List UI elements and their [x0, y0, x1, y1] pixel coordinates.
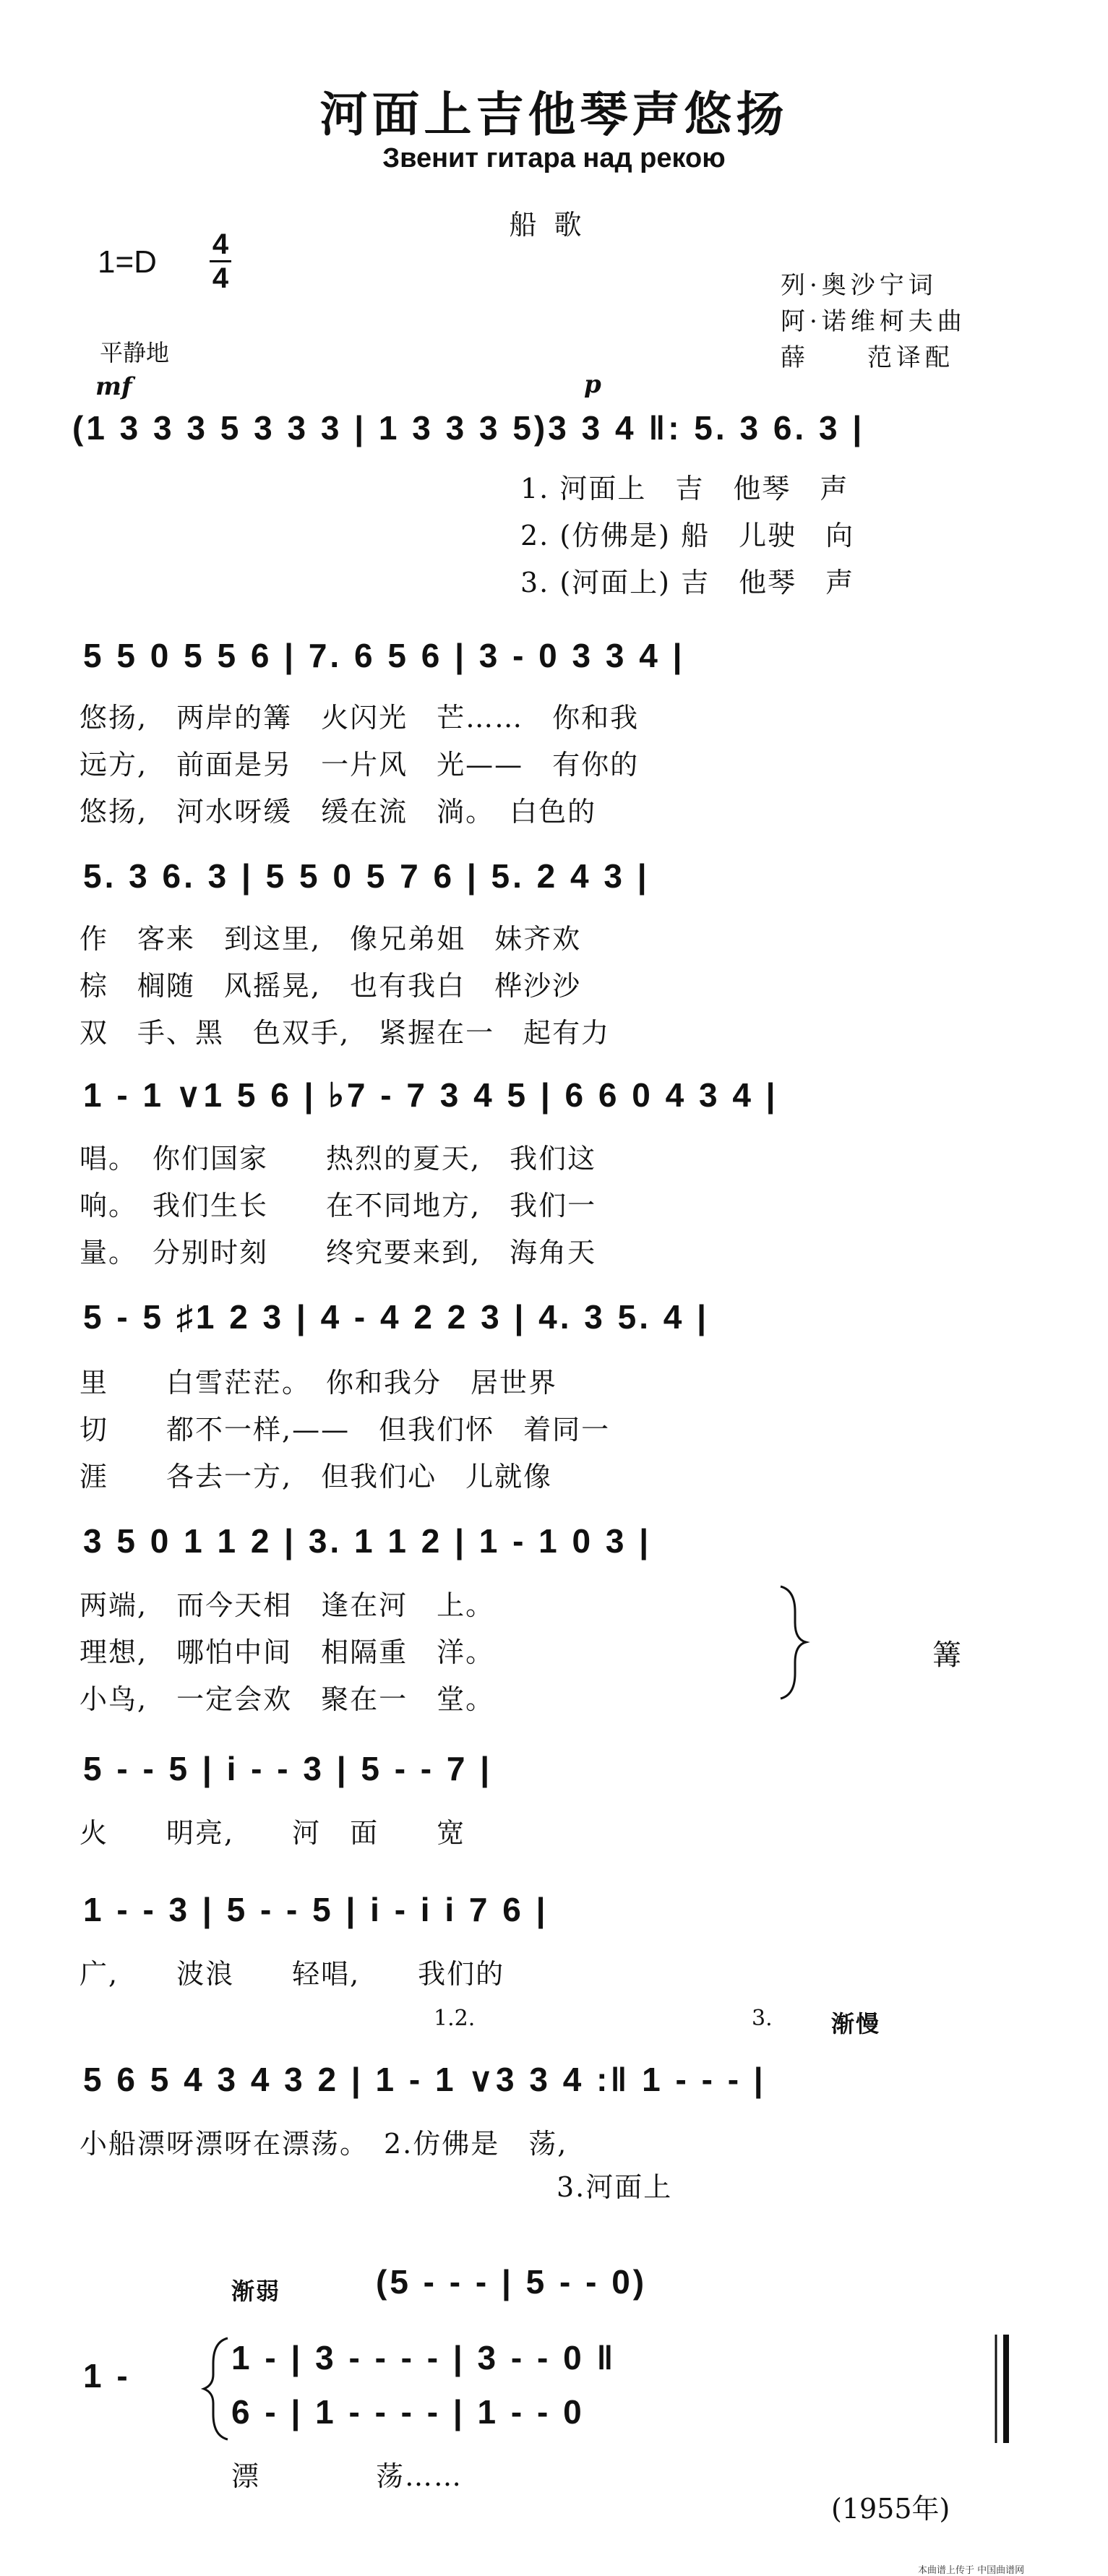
footer-watermark: 本曲谱上传于 中国曲谱网 — [918, 2565, 1025, 2576]
lyric-line-1-1: 1. 河面上 吉 他琴 声 — [520, 473, 849, 505]
song-subtitle: Звенит гитара над рекою — [382, 143, 726, 173]
song-title: 河面上吉他琴声悠扬 — [319, 86, 789, 142]
diminuendo-marking: 渐弱 — [231, 2278, 281, 2304]
key-signature: 1=D — [98, 244, 157, 280]
lyric-line-7-1: 火 明亮, 河 面 宽 — [80, 1817, 466, 1849]
ritardando-marking: 渐慢 — [831, 2011, 881, 2037]
lyric-line-9-2: 3.河面上 — [557, 2171, 673, 2203]
notation-line-3: 5. 3 6. 3 | 5 5 0 5 7 6 | 5. 2 4 3 | — [83, 857, 650, 895]
lyric-line-5-1: 里 白雪茫茫。 你和我分 居世界 — [80, 1367, 558, 1399]
song-genre: 船歌 — [509, 209, 599, 241]
lyric-line-5-3: 涯 各去一方, 但我们心 儿就像 — [80, 1461, 553, 1493]
tempo-marking: 平静地 — [100, 339, 170, 366]
notation-line-7: 5 - - 5 | i - - 3 | 5 - - 7 | — [83, 1750, 493, 1787]
lyric-line-3-2: 棕 榈随 风摇晃, 也有我白 桦沙沙 — [80, 970, 582, 1002]
lyric-line-1-2: 2. (仿佛是) 船 儿驶 向 — [520, 520, 855, 551]
notation-line-4: 1 - 1 ∨1 5 6 | ♭7 - 7 3 4 5 | 6 6 0 4 3 4 | — [83, 1076, 778, 1114]
notation-line-2: 5 5 0 5 5 6 | 7. 6 5 6 | 3 - 0 3 3 4 | — [83, 637, 685, 674]
lyric-line-1-3: 3. (河面上) 吉 他琴 声 — [520, 567, 855, 598]
notation-lower-bottom: 6 - | 1 - - - - | 1 - - 0 — [231, 2393, 585, 2431]
time-signature-top: 4 — [212, 228, 229, 260]
translator-credit: 薛 范译配 — [781, 343, 954, 372]
time-signature-bottom: 4 — [212, 262, 229, 294]
volta-first: 1.2. — [434, 2006, 476, 2031]
lyric-line-5-2: 切 都不一样,—— 但我们怀 着同一 — [80, 1414, 611, 1446]
dynamic-mf: mf — [95, 372, 132, 401]
notation-line-9: 5 6 5 4 3 4 3 2 | 1 - 1 ∨3 3 4 :‖ 1 - - - | — [83, 2061, 766, 2098]
time-signature — [210, 230, 231, 293]
lyric-line-4-2: 响。 我们生长 在不同地方, 我们一 — [80, 1190, 597, 1222]
lyric-line-8-1: 广, 波浪 轻唱, 我们的 — [80, 1958, 505, 1990]
lyric-line-4-3: 量。 分别时刻 终究要来到, 海角天 — [80, 1237, 597, 1268]
lyric-line-3-1: 作 客来 到这里, 像兄弟姐 妹齐欢 — [80, 923, 582, 955]
dynamic-p: p — [584, 370, 601, 399]
notation-line-8: 1 - - 3 | 5 - - 5 | i - i i 7 6 | — [83, 1891, 549, 1928]
notation-line-6: 3 5 0 1 1 2 | 3. 1 1 2 | 1 - 1 0 3 | — [83, 1522, 652, 1560]
volta-second: 3. — [752, 2006, 773, 2031]
lyric-line-3-3: 双 手、黑 色双手, 紧握在一 起有力 — [80, 1017, 611, 1049]
lyric-line-2-2: 远方, 前面是另 一片风 光—— 有你的 — [80, 749, 640, 781]
year-label: (1955年) — [831, 2493, 950, 2525]
notation-line-5: 5 - 5 ♯1 2 3 | 4 - 4 2 2 3 | 4. 3 5. 4 | — [83, 1298, 710, 1336]
lyric-line-6-3: 小鸟, 一定会欢 聚在一 堂。 — [80, 1683, 495, 1715]
lyric-line-6-2: 理想, 哪怕中间 相隔重 洋。 — [80, 1636, 495, 1668]
side-lyric: 篝 — [932, 1639, 963, 1672]
lyric-line-2-1: 悠扬, 两岸的篝 火闪光 芒…… 你和我 — [80, 702, 640, 734]
lyric-line-6-1: 两端, 而今天相 逢在河 上。 — [80, 1589, 495, 1621]
credits — [781, 267, 966, 376]
notation-final-first: 1 - — [83, 2357, 131, 2395]
lyric-line-2-3: 悠扬, 河水呀缓 缓在流 淌。 白色的 — [80, 796, 597, 828]
composer-credit: 阿·诺维柯夫曲 — [781, 307, 966, 336]
lyric-line-4-1: 唱。 你们国家 热烈的夏天, 我们这 — [80, 1143, 597, 1175]
lyric-line-10-1: 漂 荡…… — [231, 2460, 463, 2492]
lyric-line-9-1: 小船漂呀漂呀在漂荡。 2.仿佛是 荡, — [80, 2128, 568, 2160]
notation-lower-top: 1 - | 3 - - - - | 3 - - 0 ‖ — [231, 2339, 617, 2377]
lyricist-credit: 列·奥沙宁词 — [781, 271, 937, 300]
notation-upper-voice: (5 - - - | 5 - - 0) — [376, 2263, 648, 2301]
notation-line-1: (1 3 3 3 5 3 3 3 | 1 3 3 3 5)3 3 4 ‖: 5. 3 6. 3 | — [72, 409, 865, 447]
